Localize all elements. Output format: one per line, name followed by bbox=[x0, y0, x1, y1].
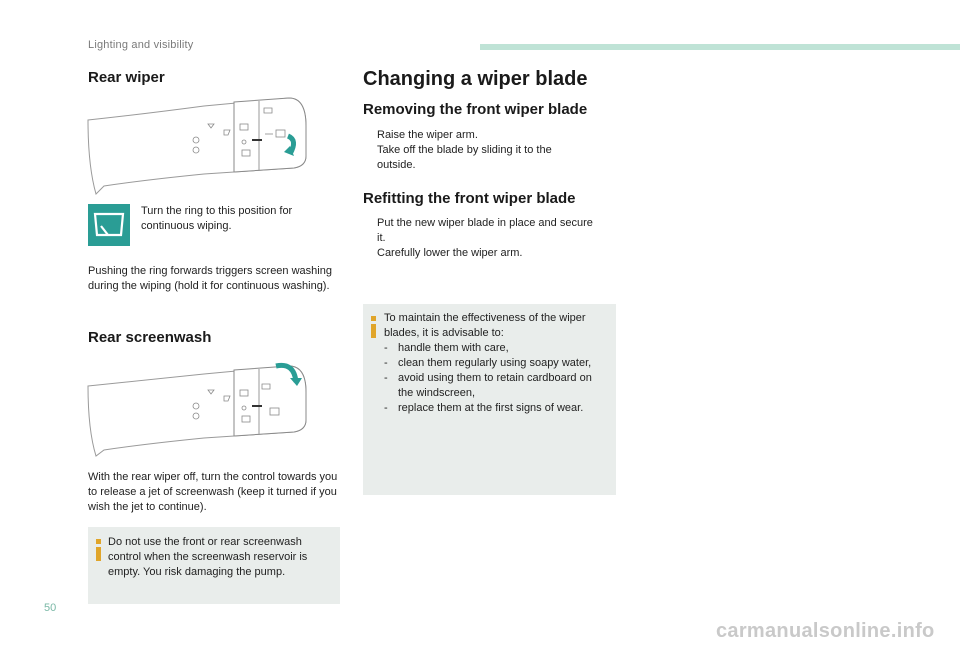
list-item: Raise the wiper arm. bbox=[363, 128, 593, 143]
refitting-list bbox=[363, 216, 593, 261]
refitting-title: Refitting the front wiper blade bbox=[363, 190, 576, 207]
bullet-icon bbox=[363, 246, 377, 261]
wiper-care-tip-box bbox=[363, 304, 616, 495]
list-item: Put the new wiper blade in place and secure it. bbox=[363, 216, 593, 246]
list-item: - clean them regularly using soapy water, bbox=[384, 357, 592, 369]
info-icon bbox=[96, 539, 101, 561]
removing-title: Removing the front wiper blade bbox=[363, 101, 588, 118]
list-item: Take off the blade by sliding it to the outside. bbox=[363, 143, 593, 173]
list-item: Carefully lower the wiper arm. bbox=[363, 246, 593, 261]
bullet-icon bbox=[363, 128, 377, 143]
list-item: - handle them with care, bbox=[384, 342, 509, 354]
rear-wiper-icon-caption: Turn the ring to this position for continuous wiping. bbox=[141, 205, 293, 232]
screenwash-tip-text: Do not use the front or rear screenwash control when the screenwash reservoir is empty. You risk damaging the pump. bbox=[108, 536, 308, 578]
rear-wiper-stalk-illustration bbox=[84, 96, 316, 200]
list-item: - replace them at the first signs of wear. bbox=[384, 402, 584, 414]
screenwash-tip-box bbox=[88, 527, 340, 604]
rear-wiper-paragraph: Pushing the ring forwards triggers screen washing during the wiping (hold it for continuous washing). bbox=[88, 265, 332, 292]
tip-intro: To maintain the effectiveness of the wiper blades, it is advisable to: bbox=[384, 312, 586, 339]
page-title: Changing a wiper blade bbox=[363, 68, 588, 90]
watermark: carmanualsonline.info bbox=[716, 620, 935, 642]
list-item: - avoid using them to retain cardboard on the windscreen, bbox=[384, 372, 592, 399]
page-number: 50 bbox=[44, 602, 57, 614]
removing-list bbox=[363, 128, 593, 173]
info-icon bbox=[371, 316, 376, 338]
rear-wiper-icon bbox=[88, 204, 130, 246]
rear-wiper-title: Rear wiper bbox=[88, 69, 165, 86]
rear-screenwash-title: Rear screenwash bbox=[88, 329, 212, 346]
bullet-icon bbox=[363, 143, 377, 173]
bullet-icon bbox=[363, 216, 377, 246]
header-bar bbox=[480, 44, 960, 50]
section-header: Lighting and visibility bbox=[88, 39, 194, 51]
rear-screenwash-paragraph: With the rear wiper off, turn the control towards you to release a jet of screenwash (keep it turned if you wish the jet to continue). bbox=[88, 471, 338, 513]
rear-screenwash-stalk-illustration bbox=[84, 360, 316, 460]
